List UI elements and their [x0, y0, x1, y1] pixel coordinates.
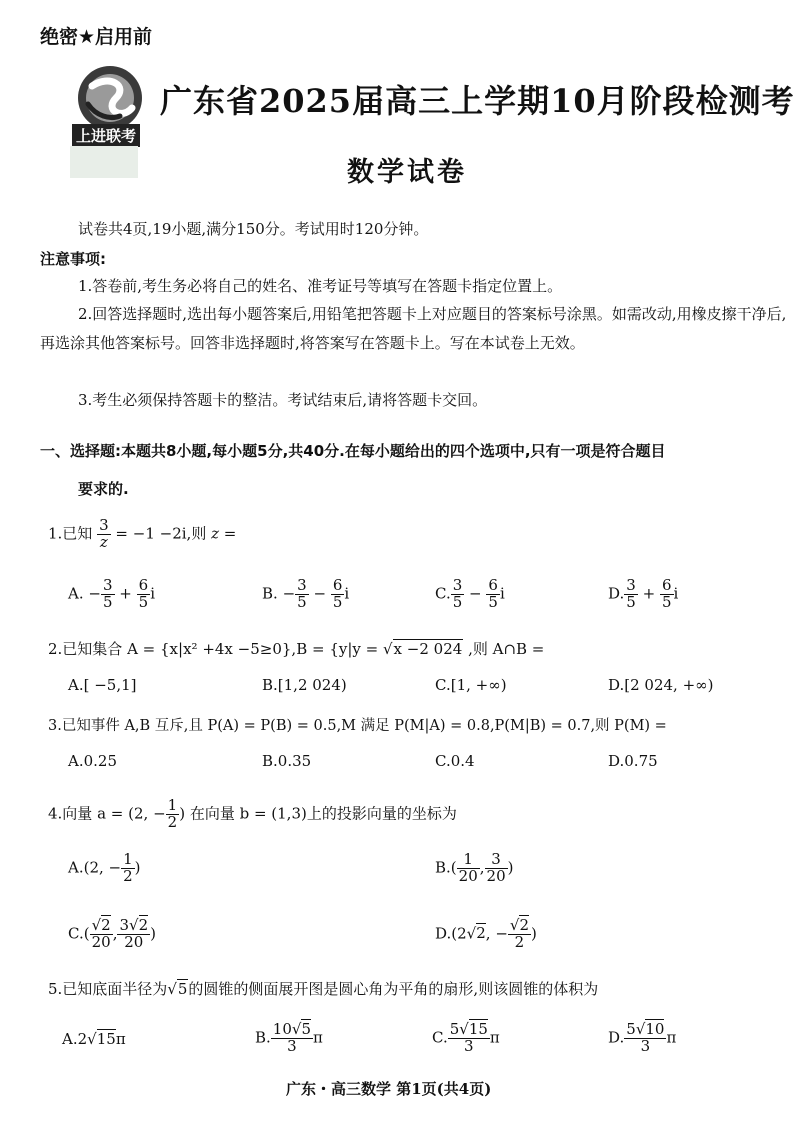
- section-1-heading: 一、选择题:本题共8小题,每小题5分,共40分.在每小题给出的四个选项中,只有一项是符合题目: [40, 442, 666, 460]
- section-1-heading-cont: 要求的.: [78, 480, 129, 498]
- question-3: 3.已知事件 A,B 互斥,且 P(A) = P(B) = 0.5,M 满足 P(M|A) = 0.8,P(M|B) = 0.7,则 P(M) =: [48, 718, 667, 734]
- q3-option-c[interactable]: C.0.4: [435, 752, 475, 770]
- logo: [70, 60, 150, 180]
- q3-option-a[interactable]: A.0.25: [68, 752, 117, 770]
- q2-option-d[interactable]: D.[2 024, +∞): [608, 676, 714, 694]
- note-2: 2.回答选择题时,选出每小题答案后,用铅笔把答题卡上对应题目的答案标号涂黑。如需改动,用橡皮擦干净后,再选涂其他答案标号。回答非选择题时,将答案写在答题卡上。写在本试卷上无效。: [40, 305, 787, 352]
- q1-option-c[interactable]: C. $\frac{3}{5}$ − $\frac{6}{5}$ i: [435, 576, 505, 611]
- q2-option-a[interactable]: A.[ −5,1]: [68, 676, 137, 694]
- note-3: 3.考生必须保持答题卡的整洁。考试结束后,请将答题卡交回。: [78, 391, 488, 409]
- q1-option-d[interactable]: D. $\frac{3}{5}$ + $\frac{6}{5}$ i: [608, 576, 679, 611]
- q4-option-c[interactable]: C.( $\frac{√2}{20}$ , $\frac{3√2}{20}$ ): [68, 916, 156, 951]
- question-4: 4.向量 a = (2, − $\frac{1}{2}$ ) 在向量 b = (1,3)上的投影向量的坐标为: [48, 796, 457, 831]
- q1-fraction: $\frac{3}{z}$: [99, 516, 109, 551]
- exam-intro: 试卷共4页,19小题,满分150分。考试用时120分钟。: [78, 220, 429, 238]
- q2-option-b[interactable]: B.[1,2 024): [262, 676, 347, 694]
- notes-title: 注意事项:: [40, 250, 106, 268]
- note-1: 1.答卷前,考生务必将自己的姓名、准考证号等填写在答题卡指定位置上。: [78, 277, 563, 295]
- question-1: 1.已知 $\frac{3}{z}$ = −1 −2i,则 z =: [48, 516, 237, 551]
- q3-option-d[interactable]: D.0.75: [608, 752, 658, 770]
- q3-option-b[interactable]: B.0.35: [262, 752, 312, 770]
- page-subtitle: 数学试卷: [347, 157, 467, 188]
- question-5: 5.已知底面半径为√5的圆锥的侧面展开图是圆心角为平角的扇形,则该圆锥的体积为: [48, 980, 599, 998]
- q2-option-c[interactable]: C.[1, +∞): [435, 676, 507, 694]
- logo-text: 上进联考: [72, 124, 140, 147]
- page-title: 广东省2025届高三上学期10月阶段检测考: [160, 82, 795, 120]
- q4-option-a[interactable]: A.(2, − $\frac{1}{2}$ ): [68, 850, 141, 885]
- q5-option-d[interactable]: D. $\frac{5√10}{3}$ π: [608, 1020, 677, 1055]
- logo-watermark-area: [70, 146, 138, 178]
- q5-option-a[interactable]: A.2√15π: [62, 1030, 126, 1048]
- q2-sqrt: √x −2 024: [382, 640, 463, 658]
- question-2: 2.已知集合 A = {x|x² +4x −5≥0},B = {y|y = √x −2 024 ,则 A∩B =: [48, 640, 545, 658]
- q4-option-b[interactable]: B.( $\frac{1}{20}$ , $\frac{3}{20}$ ): [435, 850, 514, 885]
- q4-option-d[interactable]: D.(2√2, − $\frac{√2}{2}$ ): [435, 916, 537, 951]
- page-footer: 广东・高三数学 第1页(共4页): [286, 1080, 492, 1098]
- q1-option-a[interactable]: A. − $\frac{3}{5}$ + $\frac{6}{5}$ i: [68, 576, 156, 611]
- q5-option-c[interactable]: C. $\frac{5√15}{3}$ π: [432, 1020, 500, 1055]
- q5-option-b[interactable]: B. $\frac{10√5}{3}$ π: [255, 1020, 323, 1055]
- q1-option-b[interactable]: B. − $\frac{3}{5}$ − $\frac{6}{5}$ i: [262, 576, 350, 611]
- secret-label: 绝密★启用前: [40, 26, 153, 48]
